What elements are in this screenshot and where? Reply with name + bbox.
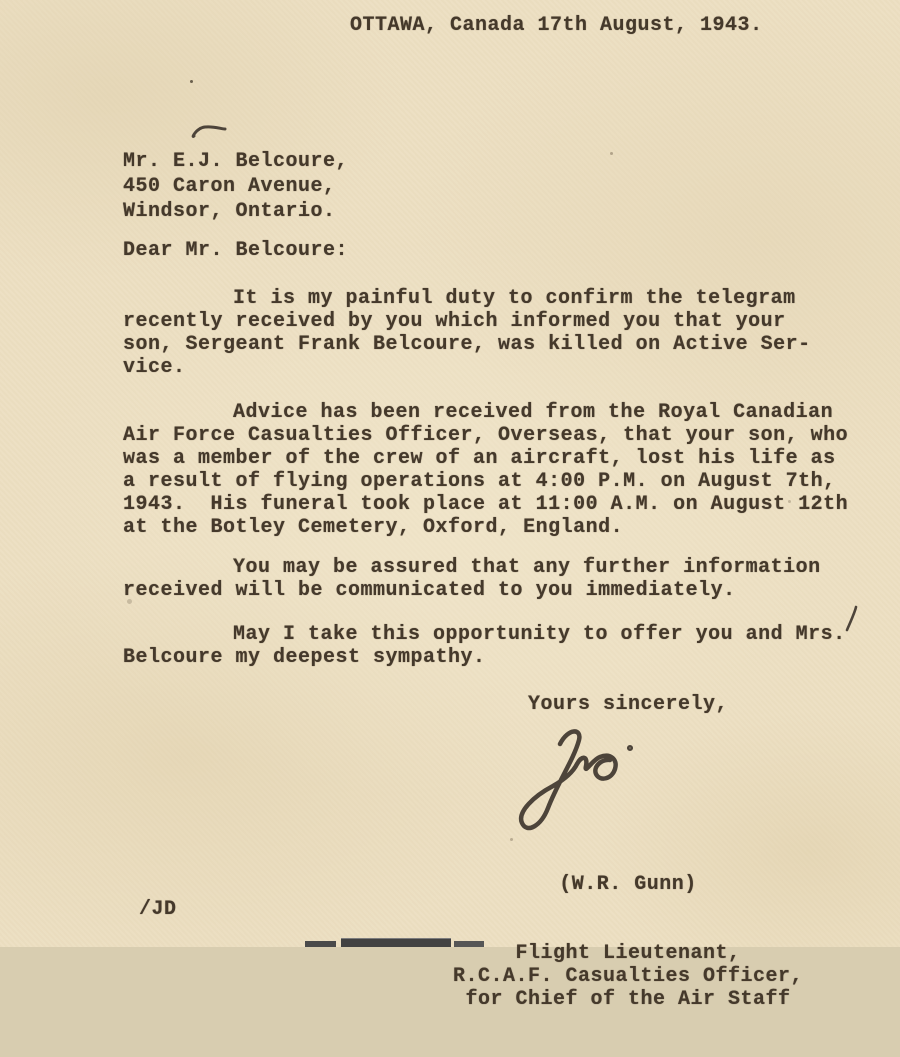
signatory-name: (W.R. Gunn) (559, 873, 697, 896)
valediction: Yours sincerely, (528, 693, 729, 716)
recipient-address: Mr. E.J. Belcoure, 450 Caron Avenue, Windsor, Ontario. (123, 150, 349, 223)
signature-icon (500, 722, 660, 834)
dateline: OTTAWA, Canada 17th August, 1943. (350, 14, 763, 37)
letter-paragraph: May I take this opportunity to offer you and Mrs. Belcoure my deepest sympathy. (123, 623, 846, 669)
signatory-titles: Flight Lieutenant, R.C.A.F. Casualties Officer, for Chief of the Air Staff (452, 942, 804, 1011)
paper-speck (190, 80, 193, 83)
scan-artifact-bar (305, 941, 336, 947)
letter-paragraph: Advice has been received from the Royal Canadian Air Force Casualties Officer, Overseas, that your son, who was a member of the crew of an aircraft, lost his life as a result of flying operations at 4:00 P.M. on August 7th, 1943. His funeral took place at 11:00 A.M. on August 12th at the Botley Cemetery, Oxford, England. (123, 401, 849, 539)
typist-initials: /JD (139, 898, 177, 921)
pen-slash-icon (843, 604, 861, 634)
scan-artifact-bar (454, 941, 484, 947)
pen-tick-icon (190, 122, 230, 142)
scan-artifact-bar (341, 938, 451, 947)
letter-paragraph: It is my painful duty to confirm the telegram recently received by you which informed you that your son, Sergeant Frank Belcoure, was killed on Active Ser- vice. (123, 287, 811, 379)
salutation: Dear Mr. Belcoure: (123, 239, 349, 262)
signature-block (428, 827, 828, 1057)
letter-paragraph: You may be assured that any further information received will be communicated to you immediately. (123, 556, 821, 602)
